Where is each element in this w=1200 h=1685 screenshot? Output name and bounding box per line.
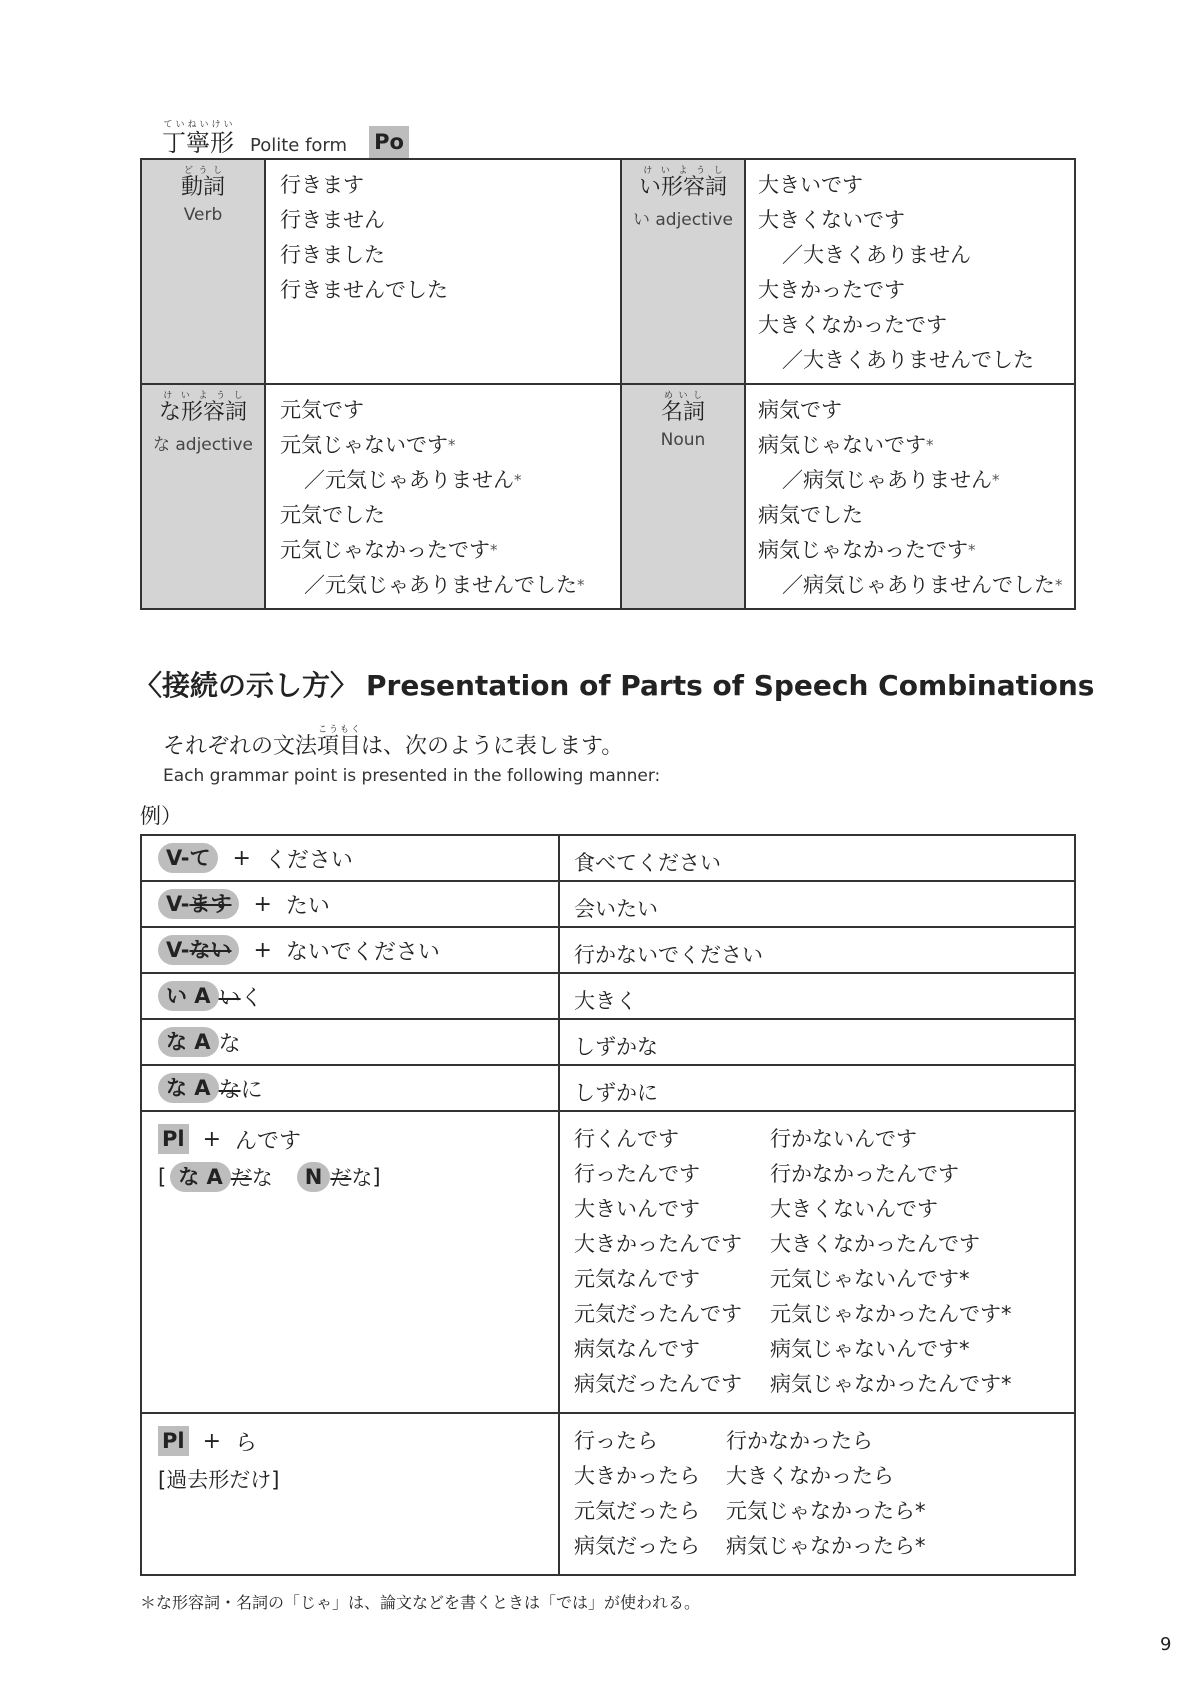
noun-forms: 病気です 病気じゃないです* ／病気じゃありません* 病気でした 病気じゃなかったです* ／病気じゃありませんでした* <box>745 384 1075 609</box>
intro-japanese: それぞれの文法項目こうもくは、次のように表します。 <box>163 725 624 759</box>
example-label: 例） <box>140 804 182 828</box>
polite-form-header <box>162 108 409 158</box>
table-row: V-ます + たい 会いたい <box>141 881 1075 927</box>
verb-forms: 行きます 行きません 行きました 行きませんでした <box>265 159 621 384</box>
polite-form-english: Polite form <box>250 135 348 156</box>
noun-badge: N <box>297 1162 331 1192</box>
table-row: な A な しずかな <box>141 1019 1075 1065</box>
verb-masu-badge: V-ます <box>158 889 239 919</box>
i-adjective-forms: 大きいです 大きくないです ／大きくありません 大きかったです 大きくなかったです ／大きくありませんでした <box>745 159 1075 384</box>
table-row: い A い く 大きく <box>141 973 1075 1019</box>
combination-table <box>140 834 1076 1576</box>
table-row: V-ない + ないでください 行かないでください <box>141 927 1075 973</box>
i-adjective-badge: い A <box>158 981 219 1011</box>
table-row: な A な に しずかに <box>141 1065 1075 1111</box>
i-adjective-category: い形容詞けいようし い adjective <box>621 159 745 384</box>
plain-form-badge: Pl <box>158 1426 189 1456</box>
past-form-note: [過去形だけ] <box>158 1468 280 1492</box>
intro-english: Each grammar point is presented in the following manner: <box>163 766 661 786</box>
footnote: ＊な形容詞・名詞の「じゃ」は、論文などを書くときは「では」が使われる。 <box>140 1593 701 1612</box>
verb-category: 動詞どうし Verb <box>141 159 265 384</box>
table-row: Pl + んです [ な A だ な N だ な ] 行くんです 行かないんです 行ったんです 行かなかったんです 大きいんです 大きくないんです 大きかったんです 大きくなかったんです 元気なんです 元気じゃないんです* 元気だったんです 元気じゃなかったんです* 病気なんです 病気じゃないんです* 病気だったんです 病気じゃなかったんです* <box>141 1111 1075 1413</box>
plain-form-badge: Pl <box>158 1124 189 1154</box>
table-row: Pl + ら [過去形だけ] 行ったら 行かなかったら 大きかったら 大きくなかったら 元気だったら 元気じゃなかったら* 病気だったら 病気じゃなかったら* <box>141 1413 1075 1575</box>
na-adjective-badge: な A <box>170 1162 231 1192</box>
na-noun-bracket: [ な A だ な N だ な ] <box>158 1162 558 1192</box>
table-row: V-て + ください 食べてください <box>141 835 1075 881</box>
page-number: 9 <box>1160 1634 1172 1655</box>
polite-form-table <box>140 158 1076 610</box>
na-adjective-badge: な A <box>158 1027 219 1057</box>
po-badge: Po <box>369 126 409 158</box>
verb-nai-badge: V-ない <box>158 935 239 965</box>
polite-form-title: 丁寧形ていねいけい <box>162 120 234 157</box>
verb-te-badge: V-て <box>158 843 218 873</box>
section-heading: 〈接続の示し方〉 Presentation of Parts of Speech Combinations <box>134 669 1095 702</box>
na-adjective-category: な形容詞けいようし な adjective <box>141 384 265 609</box>
na-adjective-badge: な A <box>158 1073 219 1103</box>
noun-category: 名詞めいし Noun <box>621 384 745 609</box>
na-adjective-forms: 元気です 元気じゃないです* ／元気じゃありません* 元気でした 元気じゃなかったです* ／元気じゃありませんでした* <box>265 384 621 609</box>
